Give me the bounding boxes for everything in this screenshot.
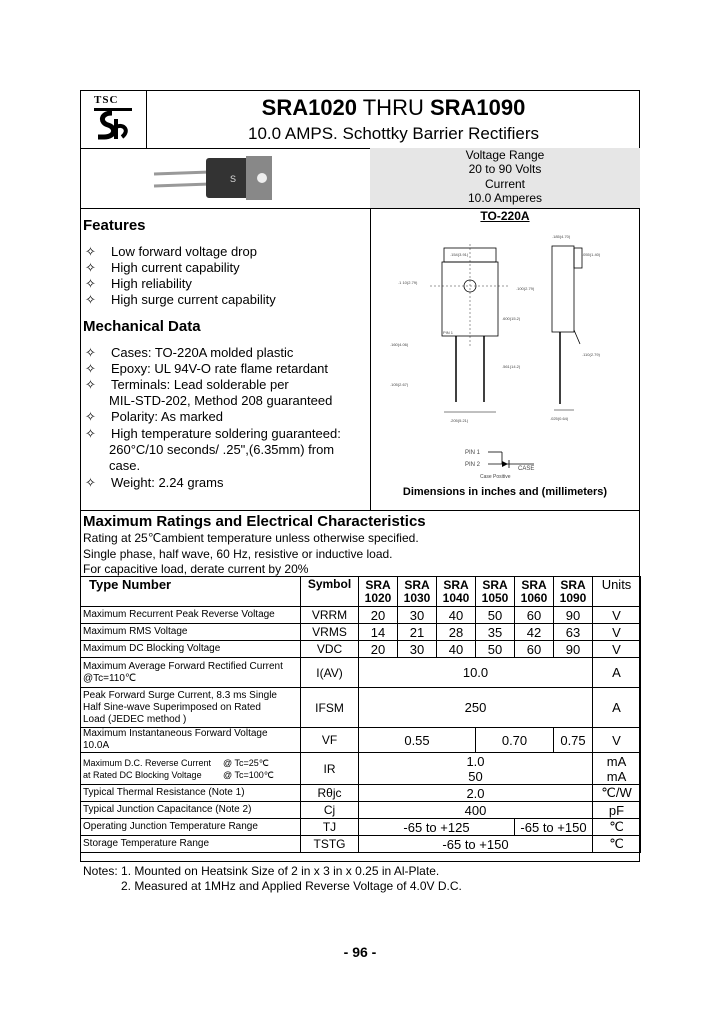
unit-cell: V: [593, 641, 641, 658]
divider: [80, 510, 640, 511]
col-symbol: Symbol: [301, 577, 359, 607]
voltage-range-value: 20 to 90 Volts: [468, 162, 542, 176]
param-cell: Maximum D.C. Reverse Current @ Tc=25℃ at Rated DC Blocking Voltage @ Tc=100℃: [81, 753, 301, 785]
value-cell: 0.75: [554, 728, 593, 753]
unit-cell: V: [593, 624, 641, 641]
table-row: [81, 819, 641, 836]
symbol-cell: VDC: [301, 641, 359, 658]
svg-text:.055(1.40): .055(1.40): [582, 252, 601, 257]
feature-item: ✧ High surge current capability: [85, 292, 276, 307]
note-1: Notes: 1. Mounted on Heatsink Size of 2 in x 3 in x 0.25 in Al-Plate.: [83, 864, 440, 878]
unit-cell: ℃/W: [593, 785, 641, 802]
value-cell: 250: [359, 688, 593, 728]
mechanical-item: ✧ Terminals: Lead solderable per: [85, 377, 289, 392]
current-value: 10.0 Amperes: [467, 191, 543, 205]
col-model: SRA 1060: [515, 577, 554, 607]
table-row: [81, 688, 641, 728]
param-cell: Maximum RMS Voltage: [81, 624, 301, 641]
features-heading: Features: [83, 217, 146, 234]
col-model: SRA 1050: [476, 577, 515, 607]
svg-text:.110(2.79): .110(2.79): [582, 352, 600, 357]
symbol-cell: Rθjc: [301, 785, 359, 802]
unit-cell: V: [593, 607, 641, 624]
ratings-note: For capacitive load, derate current by 20%: [83, 562, 309, 576]
unit-cell: A: [593, 688, 641, 728]
svg-text:.561(14.2): .561(14.2): [502, 364, 521, 369]
value-cell: 0.70: [476, 728, 554, 753]
mechanical-item-cont: 260°C/10 seconds/ .25",(6.35mm) from: [109, 442, 335, 457]
param-cell: Storage Temperature Range: [81, 836, 301, 853]
mechanical-item-cont: case.: [109, 458, 141, 473]
svg-text:.185(4.70): .185(4.70): [552, 234, 571, 239]
value-cell: -65 to +150: [515, 819, 593, 836]
value-cell: 0.55: [359, 728, 476, 753]
svg-text:.154(3.91): .154(3.91): [450, 252, 469, 257]
component-photo-icon: [150, 152, 280, 204]
note-2: 2. Measured at 1MHz and Applied Reverse Voltage of 4.0V D.C.: [121, 879, 462, 893]
svg-text:Case Positive: Case Positive: [480, 474, 511, 478]
param-cell: Peak Forward Surge Current, 8.3 ms Single Half Sine-wave Superimposed on Rated Load (JEDEC method ): [81, 688, 301, 728]
table-row: [81, 836, 641, 853]
table-row: [81, 641, 641, 658]
mechanical-item: ✧ Polarity: As marked: [85, 409, 223, 424]
feature-item: ✧ High reliability: [85, 276, 192, 291]
col-model: SRA 1020: [359, 577, 398, 607]
unit-cell: mA mA: [593, 753, 641, 785]
value-cell: 20: [359, 607, 398, 624]
value-cell: 60: [515, 641, 554, 658]
param-cell: Typical Thermal Resistance (Note 1): [81, 785, 301, 802]
table-row: [81, 785, 641, 802]
current-label: Current: [484, 177, 525, 191]
symbol-cell: IR: [301, 753, 359, 785]
value-cell: 63: [554, 624, 593, 641]
feature-item: ✧ Low forward voltage drop: [85, 244, 257, 259]
col-type-number: Type Number: [81, 577, 301, 607]
value-cell: 14: [359, 624, 398, 641]
value-cell: 21: [398, 624, 437, 641]
col-model: SRA 1030: [398, 577, 437, 607]
svg-text:PIN 1: PIN 1: [465, 450, 481, 456]
param-cell: Maximum Average Forward Rectified Current @Tc=110℃: [81, 658, 301, 688]
table-row: [81, 753, 641, 785]
value-cell: 2.0: [359, 785, 593, 802]
svg-text:.600(15.2): .600(15.2): [502, 316, 521, 321]
svg-text:.160(4.06): .160(4.06): [390, 342, 409, 347]
unit-cell: ℃: [593, 836, 641, 853]
symbol-cell: TSTG: [301, 836, 359, 853]
param-cell: Typical Junction Capacitance (Note 2): [81, 802, 301, 819]
value-cell: 400: [359, 802, 593, 819]
param-cell: Maximum DC Blocking Voltage: [81, 641, 301, 658]
feature-item: ✧ High current capability: [85, 260, 240, 275]
logo-text: TSC: [94, 94, 119, 106]
value-cell: 1.0 50: [359, 753, 593, 785]
value-cell: 40: [437, 607, 476, 624]
table-row: [81, 802, 641, 819]
value-cell: 28: [437, 624, 476, 641]
value-cell: -65 to +150: [359, 836, 593, 853]
svg-text:.100(2.79): .100(2.79): [516, 286, 535, 291]
page-title: SRA1020 THRU SRA1090: [261, 95, 526, 120]
value-cell: 20: [359, 641, 398, 658]
mechanical-item-cont: MIL-STD-202, Method 208 guaranteed: [109, 393, 333, 408]
unit-cell: pF: [593, 802, 641, 819]
svg-text:S: S: [230, 174, 237, 184]
value-cell: 50: [476, 641, 515, 658]
symbol-cell: IFSM: [301, 688, 359, 728]
symbol-cell: VRRM: [301, 607, 359, 624]
mechanical-item: ✧ High temperature soldering guaranteed:: [85, 426, 341, 441]
package-drawing: [390, 226, 620, 478]
svg-text:.1 10(2.79): .1 10(2.79): [398, 280, 418, 285]
symbol-cell: TJ: [301, 819, 359, 836]
param-cell: Maximum Recurrent Peak Reverse Voltage: [81, 607, 301, 624]
value-cell: 60: [515, 607, 554, 624]
svg-text:CASE: CASE: [518, 466, 535, 472]
col-model: SRA 1040: [437, 577, 476, 607]
mechanical-item: ✧ Weight: 2.24 grams: [85, 475, 224, 490]
unit-cell: ℃: [593, 819, 641, 836]
dimensions-caption: Dimensions in inches and (millimeters): [402, 486, 608, 498]
unit-cell: A: [593, 658, 641, 688]
param-cell: Maximum Instantaneous Forward Voltage 10.0A: [81, 728, 301, 753]
param-cell: Operating Junction Temperature Range: [81, 819, 301, 836]
mechanical-item: ✧ Cases: TO-220A molded plastic: [85, 345, 294, 360]
mechanical-heading: Mechanical Data: [83, 318, 201, 335]
col-units: Units: [593, 577, 641, 607]
svg-text:.205(5.21): .205(5.21): [450, 418, 469, 423]
ratings-note: Rating at 25℃ambient temperature unless otherwise specified.: [83, 531, 419, 545]
table-row: [81, 607, 641, 624]
value-cell: 90: [554, 607, 593, 624]
package-name: TO-220A: [480, 209, 530, 223]
symbol-cell: Cj: [301, 802, 359, 819]
value-cell: 50: [476, 607, 515, 624]
svg-text:PIN 2: PIN 2: [465, 462, 481, 468]
table-row: [81, 658, 641, 688]
symbol-cell: VF: [301, 728, 359, 753]
value-cell: 42: [515, 624, 554, 641]
value-cell: 30: [398, 641, 437, 658]
value-cell: 40: [437, 641, 476, 658]
col-model: SRA 1090: [554, 577, 593, 607]
subtitle: 10.0 AMPS. Schottky Barrier Rectifiers: [248, 124, 539, 143]
table-row: [81, 624, 641, 641]
voltage-range-label: Voltage Range: [465, 148, 545, 162]
page-number: - 96 -: [343, 944, 377, 960]
table-row: [81, 728, 641, 753]
symbol-cell: I(AV): [301, 658, 359, 688]
svg-text:.025(0.64): .025(0.64): [550, 416, 569, 421]
ratings-table: [80, 576, 641, 853]
value-cell: 35: [476, 624, 515, 641]
unit-cell: V: [593, 728, 641, 753]
value-cell: 10.0: [359, 658, 593, 688]
table-header-row: [81, 577, 641, 607]
symbol-cell: VRMS: [301, 624, 359, 641]
svg-text:.105(2.67): .105(2.67): [390, 382, 409, 387]
logo-s-icon: [92, 107, 134, 143]
mechanical-item: ✧ Epoxy: UL 94V-O rate flame retardant: [85, 361, 329, 376]
value-cell: -65 to +125: [359, 819, 515, 836]
ratings-heading: Maximum Ratings and Electrical Characteristics: [83, 513, 426, 530]
svg-text:PIN 1: PIN 1: [443, 330, 454, 335]
ratings-note: Single phase, half wave, 60 Hz, resistive or inductive load.: [83, 547, 393, 561]
value-cell: 90: [554, 641, 593, 658]
value-cell: 30: [398, 607, 437, 624]
